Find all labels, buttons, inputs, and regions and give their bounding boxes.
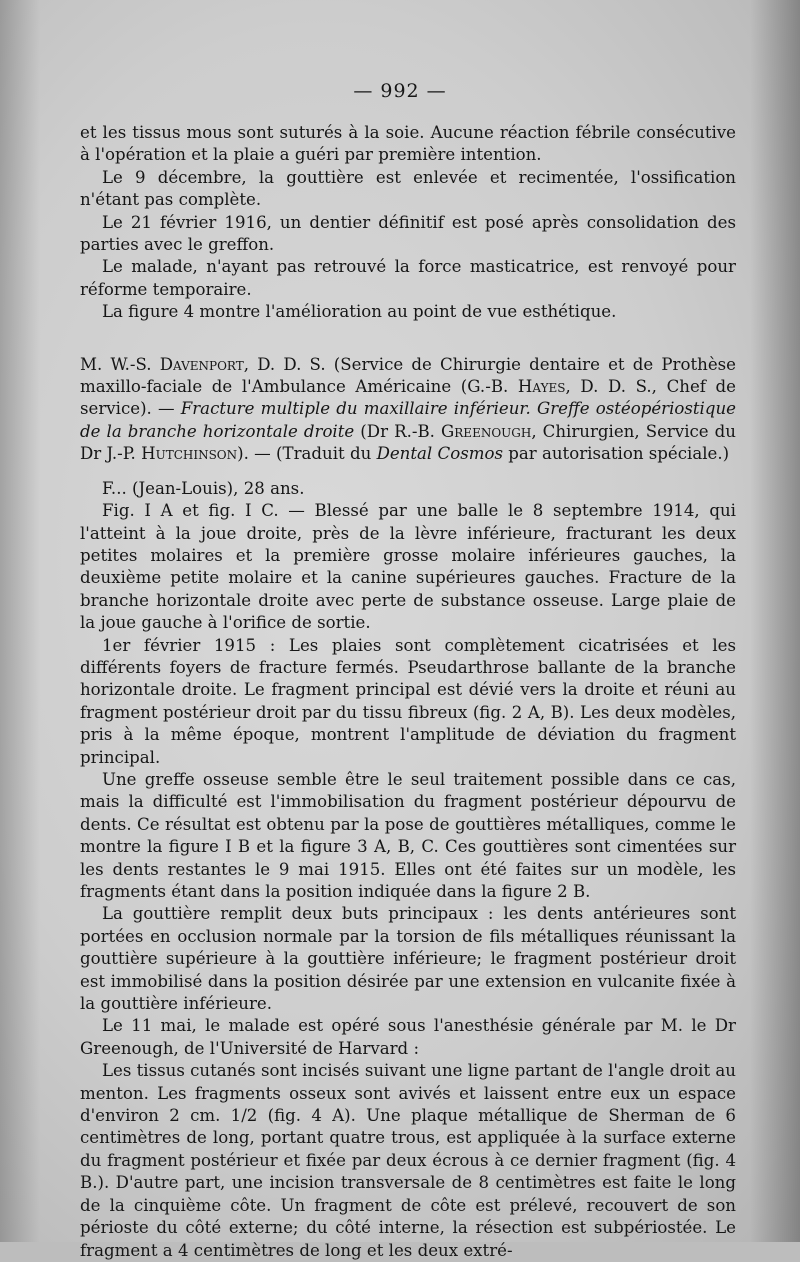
journal-name: Dental Cosmos xyxy=(376,444,503,464)
paragraph: Les tissus cutanés sont incisés suivant une ligne partant de l'angle droit au menton. Les fragments osseux sont avivés et laissent entre eux un espace d'environ 2 cm. 1/2 (fig. 4 A). Une plaque métallique de Sherman de 6 centimètres de long, portant quatre trous, est appliquée à la surface externe du fragment postérieur et fixée par deux écrous à ce dernier fragment (fig. 4 B.). D'autre part, une incision transversale de 8 centimètres est faite le long de la cinquième côte. Un fragment de côte est prélevé, recouvert de son périoste du côté externe; du côté interne, la résection est subpériostée. Le fragment a 4 centimètres de long et les deux extré- xyxy=(80,1061,736,1260)
surgeon-name: Greenough xyxy=(441,421,532,441)
translation-note-end: par autorisation spéciale.) xyxy=(502,444,730,464)
service-chief-name: Hutchinson xyxy=(141,444,238,464)
chief-role: , D. D. S., Chef de service). — xyxy=(80,377,736,419)
author-affiliation: , D. D. S. (Service de Chirurgie dentaire et de Prothèse maxillo-faciale de l'Ambulance Américaine (G.-B. xyxy=(80,354,736,397)
page-number: — 992 — xyxy=(353,80,447,102)
translation-note: ). — (Traduit du xyxy=(237,444,377,464)
paragraph: Le 9 décembre, la gouttière est enlevée et recimentée, l'ossification n'étant pas complète. xyxy=(80,167,736,210)
paragraph: La figure 4 montre l'amélioration au point de vue esthétique. xyxy=(102,302,617,322)
paragraph: La gouttière remplit deux buts principaux : les dents antérieures sont portées en occlusion normale par la torsion de fils métalliques réunissant la gouttière supérieure à la gouttière inférieure; le fragment postérieur droit est immobilisé dans la position désirée par une extension en vulcanite fixée à la gouttière inférieure. xyxy=(80,904,736,1014)
paragraph: Le malade, n'ayant pas retrouvé la force masticatrice, est renvoyé pour réforme temporaire. xyxy=(80,257,736,299)
article-title: Fracture multiple du maxillaire inférieur. Greffe ostéopériostique de la branche horizontale droite xyxy=(80,399,736,441)
author-name: Davenport xyxy=(159,354,244,374)
patient-line: F... (Jean-Louis), 28 ans. xyxy=(102,478,305,498)
paragraph: Fig. I A et fig. I C. — Blessé par une balle le 8 septembre 1914, qui l'atteint à la joue droite, près de la lèvre inférieure, fracturant les deux petites molaires et la première grosse molaire inférieures gauches, la deuxième petite molaire et la canine supérieures gauches. Fracture de la branche horizontale droite avec perte de substance osseuse. Large plaie de la joue gauche à l'orifice de sortie. xyxy=(80,501,736,633)
paragraph: et les tissus mous sont suturés à la soie. Aucune réaction fébrile consécutive à l'opération et la plaie a guéri par première intention. xyxy=(80,123,736,165)
article-header xyxy=(80,354,736,466)
surgeon-role: , Chirurgien, Service du Dr J.-P. xyxy=(80,421,736,464)
author-prefix: M. W.-S. xyxy=(80,354,160,374)
chief-name: Hayes xyxy=(517,377,566,397)
surgeon-prefix: (Dr R.-B. xyxy=(354,421,442,441)
paragraph: 1er février 1915 : Les plaies sont complètement cicatrisées et les différents foyers de fracture fermés. Pseudarthrose ballante de la branche horizontale droite. Le fragment principal est dévié vers la droite et réuni au fragment postérieur droit par du tissu fibreux (fig. 2 A, B). Les deux modèles, pris à la même époque, montrent l'amplitude de déviation du fragment principal. xyxy=(80,635,736,767)
paragraph: Le 11 mai, le malade est opéré sous l'anesthésie générale par M. le Dr Greenough, de l'Université de Harvard : xyxy=(80,1016,736,1058)
document-body xyxy=(80,122,736,1262)
paragraph: Le 21 février 1916, un dentier définitif est posé après consolidation des parties avec le greffon. xyxy=(80,212,736,255)
paragraph: Une greffe osseuse semble être le seul traitement possible dans ce cas, mais la difficulté est l'immobilisation du fragment postérieur dépourvu de dents. Ce résultat est obtenu par la pose de gouttières métalliques, comme le montre la figure I B et la figure 3 A, B, C. Ces gouttières sont cimentées sur les dents restantes le 9 mai 1915. Elles ont été faites sur un modèle, les fragments étant dans la position indiquée dans la figure 2 B. xyxy=(80,769,736,901)
